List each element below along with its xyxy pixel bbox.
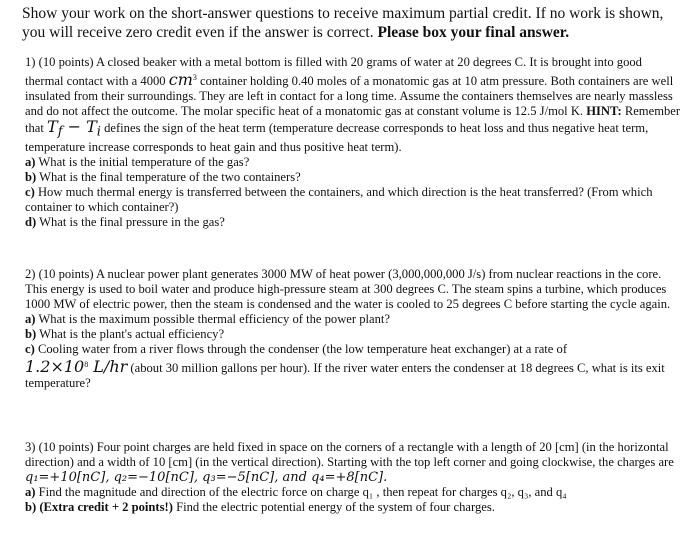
- q1-hint-ti: − T: [62, 117, 97, 137]
- q1-part-a: [25, 155, 683, 170]
- q2-part-b-text: What is the plant's actual efficiency?: [36, 327, 225, 341]
- instructions: [22, 4, 672, 42]
- instructions-bold: Please box your final answer.: [377, 24, 570, 41]
- q1-part-c: [25, 185, 683, 215]
- q2-part-b: [25, 327, 683, 342]
- q3-part-b-label: b): [25, 500, 37, 514]
- q1-hint-post: defines the sign of the heat term (temperature decrease corresponds to heat loss and thus negative heat term, temperature increase corresponds to heat gain and thus positive heat term).: [25, 121, 649, 154]
- q3-part-a-text: Find the magnitude and direction of the electric force on charge q₁ , then repeat for charges q₂, q₃, and q₄: [35, 485, 567, 499]
- q2-part-b-label: b): [25, 327, 37, 341]
- q1-part-d: [25, 215, 683, 230]
- q1-unit-sup: 3: [192, 73, 197, 82]
- q1-hint-label: HINT:: [586, 104, 622, 119]
- q3-part-b-bold: (Extra credit + 2 points!): [36, 500, 173, 514]
- question-2-text: 2) (10 points) A nuclear power plant generates 3000 MW of heat power (3,000,000,000 J/s) from nuclear reactions in the core. This energy is used to boil water and produce high-pressure steam at 300 degrees C. The steam spins a turbine, which produces 1000 MW of electric power, then the steam is condensed and the water is cooled to 25 degrees C before starting the cycle again.: [25, 267, 671, 311]
- q2-part-a: [25, 312, 683, 327]
- q1-header-cont: container holding 0.40 moles of a monatomic gas at 10 atm pressure. Both containers are well insulated from their surroundings. They are left in contact for a long time. Assume the containers themselves are nearly massless and do not affect the outcome. The molar specific heat of a monatomic gas at constant volume is 12.5 J/mol K.: [25, 74, 674, 119]
- q1-unit: cm: [168, 70, 193, 90]
- q2-rate-unit: L/hr: [88, 357, 128, 377]
- q1-part-b-label: b): [25, 169, 37, 184]
- q3-part-b-text: Find the electric potential energy of the system of four charges.: [172, 500, 495, 514]
- q2-part-c-text: Cooling water from a river flows through the condenser (the low temperature heat exchanger) at a rate of: [34, 342, 568, 356]
- q2-part-a-text: What is the maximum possible thermal efficiency of the power plant?: [35, 312, 391, 326]
- q2-part-a-label: a): [25, 312, 36, 326]
- q1-hint-f: f: [57, 124, 63, 140]
- q1-header: 1) (10 points) A closed beaker with a metal bottom is filled with 20 grams of water at 20 degrees C. It is brought into good thermal contact with a 4000: [25, 55, 642, 89]
- q1-part-d-label: d): [25, 214, 37, 229]
- q3-part-a-label: a): [25, 485, 36, 499]
- q2-part-c-label: c): [25, 342, 35, 356]
- q1-part-b-text: What is the final temperature of the two containers?: [36, 169, 301, 184]
- question-1: [25, 55, 683, 230]
- q3-part-b: [25, 500, 683, 515]
- q1-hint-pre: Remember that: [25, 104, 681, 136]
- q1-hint-tf: T: [47, 117, 58, 137]
- question-3: [25, 440, 683, 515]
- q1-part-a-text: What is the initial temperature of the gas?: [35, 154, 250, 169]
- q1-hint-i: i: [96, 124, 101, 140]
- question-2: [25, 267, 683, 391]
- q1-part-a-label: a): [25, 154, 36, 169]
- q1-part-d-text: What is the final pressure in the gas?: [36, 214, 225, 229]
- q1-part-c-label: c): [25, 184, 35, 199]
- q2-rate-rest: (about 30 million gallons per hour). If the river water enters the condenser at 18 degrees C, what is its exit temperature?: [25, 361, 665, 391]
- q3-header: 3) (10 points) Four point charges are held fixed in space on the corners of a rectangle with a length of 20 [cm] (in the horizontal direction) and a width of 10 [cm] (in the vertical direction). Starting with the top left corner and going clockwise, the charges are: [25, 440, 674, 469]
- q2-rate-value: 1.2×10: [25, 357, 85, 377]
- question-3-text: [25, 440, 683, 485]
- question-1-text: [25, 55, 683, 155]
- q2-part-c: [25, 342, 683, 391]
- q3-charges: q₁=+10[nC], q₂=−10[nC], q₃=−5[nC], and q₄=+8[nC].: [25, 470, 388, 485]
- q3-part-a: [25, 485, 683, 500]
- q1-part-b: [25, 170, 683, 185]
- q1-part-c-text: How much thermal energy is transferred between the containers, and which direction is the heat transferred? (From which container to which container?): [25, 184, 653, 214]
- q2-rate-exp: 8: [84, 360, 89, 369]
- instructions-text: Show your work on the short-answer questions to receive maximum partial credit. If no work is shown, you will receive zero credit even if the answer is correct.: [22, 5, 664, 41]
